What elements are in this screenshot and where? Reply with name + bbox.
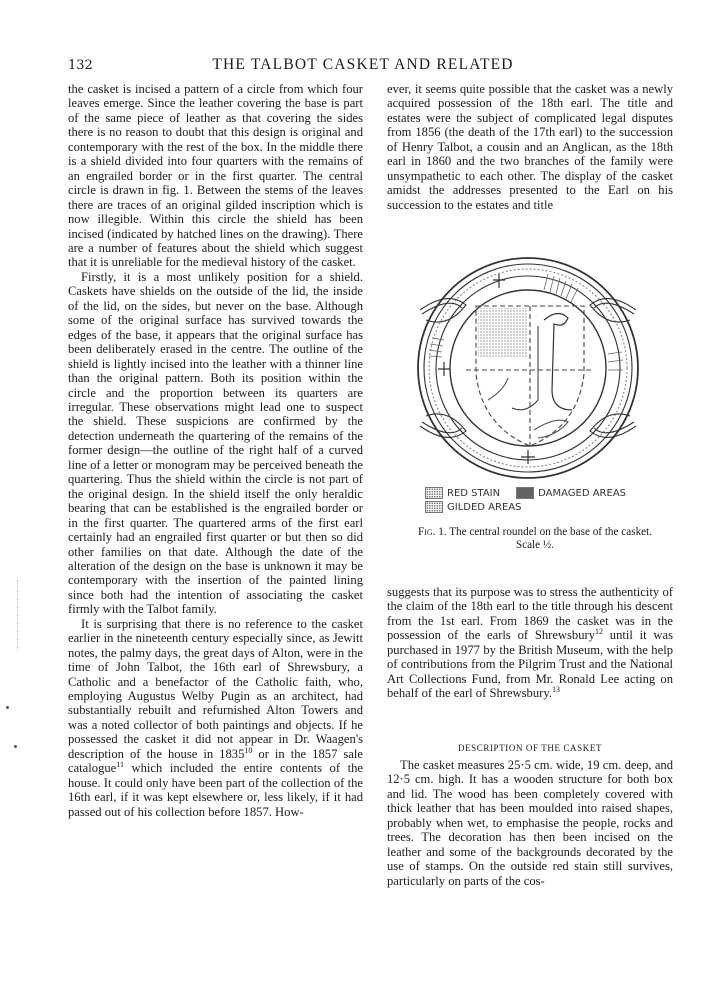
paragraph-text: until it was purchased in 1977 by the British Museum, with the help of contributions from the Pilgrim Trust and the National Art Collections Fund, from Mr. Ronald Lee acting on behalf of the earl of Shrewsbury. [387, 628, 673, 701]
gilded-areas-swatch-icon [425, 501, 443, 513]
margin-dot [6, 706, 9, 709]
footnote-ref: 10 [244, 745, 253, 755]
legend-label: RED STAIN [447, 487, 501, 499]
margin-scan-marks [17, 580, 24, 650]
legend-label: DAMAGED AREAS [538, 487, 627, 499]
paragraph-text: which included the entire contents of the house. It could only have been part of the collection of the 16th earl, if it was kept elsewhere or, less likely, if it had passed out of his collection before 1857. How- [68, 761, 363, 819]
page-number: 132 [68, 58, 93, 73]
figure-caption [395, 526, 675, 552]
right-column-top [387, 82, 673, 212]
paragraph: The casket measures 25·5 cm. wide, 19 cm. deep, and 12·5 cm. high. It has a wooden structure for both box and lid. The wood has been completely covered with thick leather that has been moulded into raised shapes, probably when wet, to emphasise the people, rocks and trees. The decoration has then been incised on the leather and some of the backgrounds decorated by the use of stamps. On the outside red stain still survives, particularly on parts of the cos- [387, 758, 673, 888]
legend-item-red-stain [425, 487, 500, 499]
left-column [68, 82, 363, 819]
legend-item-gilded-areas [425, 501, 521, 513]
paragraph-text: or in the 1857 sale catalogue [68, 746, 363, 776]
figure-legend [425, 486, 665, 514]
paragraph [387, 585, 673, 701]
caption-text: The central roundel on the base of the casket. [446, 526, 653, 538]
footnote-ref: 13 [551, 685, 560, 695]
right-column-bottom [387, 758, 673, 888]
right-column-middle [387, 585, 673, 701]
margin-dot [14, 745, 17, 748]
paragraph: Firstly, it is a most unlikely position for a shield. Caskets have shields on the outside of the lid, the inside of the lid, on the sides, but never on the base. Although some of the original surface has survived towards the edges of the base, it appears that the original surface has been deliberately erased in the centre. The outline of the shield is lightly incised into the leather with a thinner line than the original pattern. Both its position within the circle and the proportion between its quarters are irregular. These observations might lead one to suspect the shield. These suspicions are confirmed by the detection underneath the quartering of the remains of the former design—the outline of the right half of a curved line of a letter or monogram may be perceived beneath the quartering. Thus the shield within the circle is not part of the original design. In the shield itself the only heraldic bearing that can be established is the engrailed border or in the first quarter. The quartered arms of the first earl certainly had an engrailed first quarter or but then so did other families on that date. Although the date of the alteration of the design on the base is unknown it may be contemporary with the insertion of the painted lining since both had the intention of associating the casket firmly with the Talbot family. [68, 269, 363, 617]
caption-scale: Scale ½. [515, 539, 555, 551]
roundel-figure [408, 250, 648, 486]
paragraph-text: suggests that its purpose was to stress the authenticity of the claim of the 18th earl to the title through his descent from the 1st earl. From 1869 the casket was in the possession of the earls of Shrewsbury [387, 585, 673, 643]
red-stain-swatch-icon [425, 487, 443, 499]
legend-item-damaged-areas [516, 487, 626, 499]
footnote-ref: 12 [595, 627, 604, 637]
footnote-ref: 11 [116, 760, 124, 770]
paragraph: the casket is incised a pattern of a circle from which four leaves emerge. Since the leather covering the base is part of the same piece of leather as that covering the sides there is no reason to doubt that this design is original and contemporary with the rest of the box. In the middle there is a shield divided into four quarters with the remains of an engrailed border or in the first quarter. The central circle is drawn in fig. 1. Between the stems of the leaves there are traces of an original gilded inscription which is now illegible. Within this circle the shield has been incised (indicated by hatched lines on the drawing). There are a number of features about the shield which suggest that it is unreliable for the medieval history of the casket. [68, 82, 363, 270]
damaged-areas-swatch-icon [516, 487, 534, 499]
paragraph [68, 617, 363, 819]
legend-label: GILDED AREAS [447, 501, 522, 513]
figure-label: Fig. 1. [417, 526, 447, 538]
section-heading: DESCRIPTION OF THE CASKET [457, 743, 603, 753]
running-head: THE TALBOT CASKET AND RELATED [212, 56, 514, 73]
paragraph-text: It is surprising that there is no reference to the casket earlier in the nineteenth century especially since, as Jewitt notes, the palmy days, the great days of Alton, were in the time of John Talbot, the 16th earl of Shrewsbury, a Catholic and a benefactor of the Catholic faith, who, employing Augustus Welby Pugin as an architect, had substantially rebuilt and refurnished Alton Towers and was a noted collector of both paintings and objects. If he possessed the casket it did not appear in Dr. Waagen's description of the house in 1835 [68, 616, 363, 761]
paragraph: ever, it seems quite possible that the casket was a newly acquired possession of the 18th earl. The title and estates were the subject of complicated legal disputes from 1856 (the death of the 17th earl) to the succession of Henry Talbot, a cousin and an Anglican, as the 18th earl in 1860 and the two branches of the family were unsympathetic to each other. The display of the casket amidst the addresses presented to the Earl on his succession to the estates and title [387, 82, 673, 212]
